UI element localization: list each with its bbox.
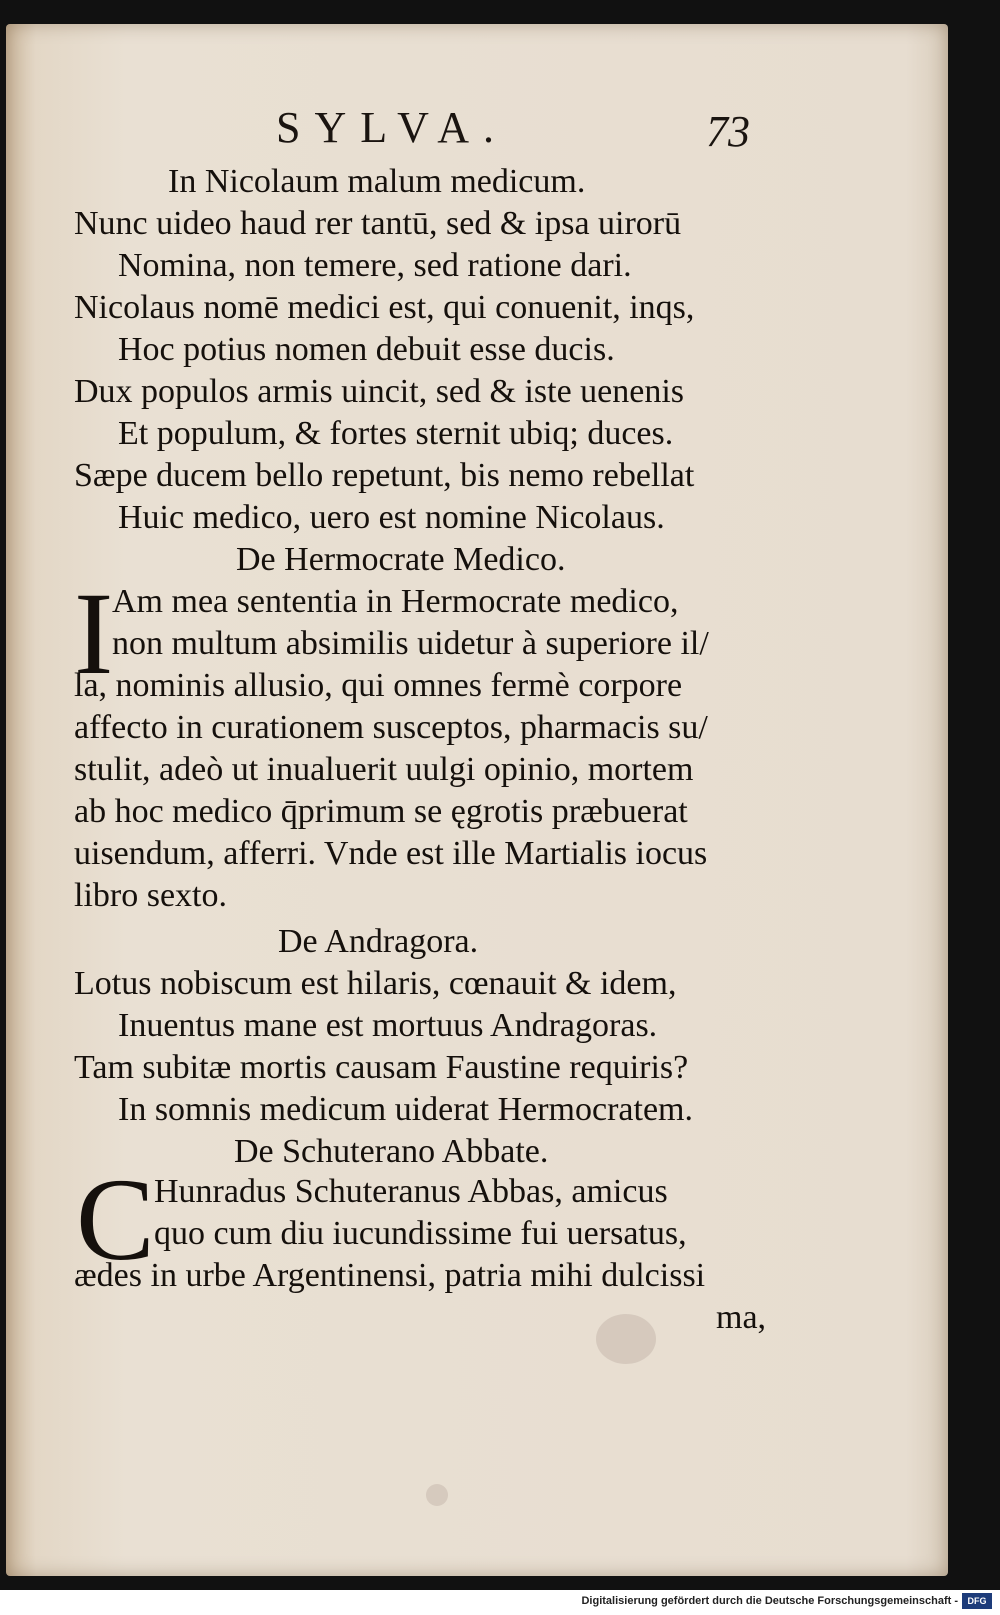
book-page xyxy=(6,24,948,1576)
section-title: De Schuterano Abbate. xyxy=(234,1133,549,1170)
verse-line: Hoc potius nomen debuit esse ducis. xyxy=(118,331,615,368)
verse-line: Dux populos armis uincit, sed & iste uenenis xyxy=(74,373,685,410)
prose-line: libro sexto. xyxy=(74,877,227,914)
verse-line: Nomina, non temere, sed ratione dari. xyxy=(118,247,632,284)
footer-bar xyxy=(0,1590,1000,1615)
drop-cap: I xyxy=(74,568,114,699)
verse-line: Lotus nobiscum est hilaris, cœnauit & idem, xyxy=(74,965,677,1002)
prose-line: uisendum, afferri. Vnde est ille Martialis iocus xyxy=(74,835,708,872)
page-number: 73 xyxy=(706,107,750,156)
page-text xyxy=(6,24,948,1576)
footer-credit: Digitalisierung gefördert durch die Deutsche Forschungsgemeinschaft - xyxy=(581,1595,958,1607)
prose-line: stulit, adeò ut inualuerit uulgi opinio, mortem xyxy=(74,751,694,788)
verse-line: Nicolaus nomē medici est, qui conuenit, inqs, xyxy=(74,289,695,326)
poem-title: In Nicolaum malum medicum. xyxy=(168,163,586,200)
catchword: ma, xyxy=(716,1299,767,1336)
prose-line: ædes in urbe Argentinensi, patria mihi dulcissi xyxy=(74,1257,706,1294)
poem-title: De Andragora. xyxy=(278,923,479,960)
verse-line: Nunc uideo haud rer tantū, sed & ipsa uirorū xyxy=(74,205,682,242)
dfg-logo: DFG xyxy=(962,1593,992,1609)
verse-line: Huic medico, uero est nomine Nicolaus. xyxy=(118,499,665,536)
prose-line: ab hoc medico q̄primum se ęgrotis præbuerat xyxy=(74,793,688,830)
running-title: SYLVA. xyxy=(276,103,508,152)
prose-line: affecto in curationem susceptos, pharmacis su/ xyxy=(74,709,708,746)
verse-line: Et populum, & fortes sternit ubiq; duces. xyxy=(118,415,674,452)
drop-cap: C xyxy=(76,1154,155,1285)
prose-line: Hunradus Schuteranus Abbas, amicus xyxy=(154,1173,668,1210)
verse-line: Inuentus mane est mortuus Andragoras. xyxy=(118,1007,658,1044)
verse-line: Sæpe ducem bello repetunt, bis nemo rebellat xyxy=(74,457,695,494)
prose-line: Am mea sententia in Hermocrate medico, xyxy=(112,583,679,620)
verse-line: Tam subitæ mortis causam Faustine requiris? xyxy=(74,1049,689,1086)
prose-line: quo cum diu iucundissime fui uersatus, xyxy=(154,1215,687,1252)
prose-line: non multum absimilis uidetur à superiore il/ xyxy=(112,625,709,662)
section-title: De Hermocrate Medico. xyxy=(236,541,566,578)
verse-line: In somnis medicum uiderat Hermocratem. xyxy=(118,1091,693,1128)
prose-line: la, nominis allusio, qui omnes fermè corpore xyxy=(74,667,683,704)
